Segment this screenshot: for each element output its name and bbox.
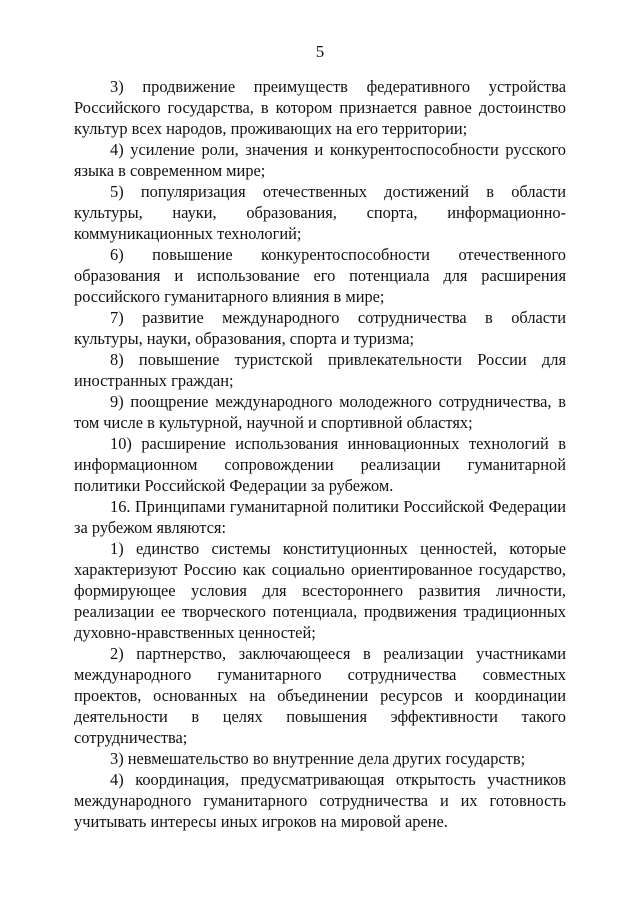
paragraph-principle-2-partnership: 2) партнерство, заключающееся в реализации участниками международного гуманитарного сотрудничества совместных проектов, основанных на объединении ресурсов и координации деятельности в целях повышения эффективности такого сотрудничества; [74,644,566,747]
paragraph-item-4-russian-language: 4) усиление роли, значения и конкурентоспособности русского языка в современном мире; [74,140,566,180]
paragraph-item-3-federative-structure: 3) продвижение преимуществ федеративного устройства Российского государства, в котором признается равное достоинство культур всех народов, проживающих на его территории; [74,77,566,138]
paragraph-item-5-popularization: 5) популяризация отечественных достижений в области культуры, науки, образования, спорта, информационно-коммуникационных технологий; [74,182,566,243]
paragraph-principle-3-non-interference: 3) невмешательство во внутренние дела других государств; [110,749,526,768]
page-number: 5 [315,42,325,61]
paragraph-item-10-innovation: 10) расширение использования инновационных технологий в информационном сопровождении реализации гуманитарной политики Российской Федерации за рубежом. [74,434,566,495]
paragraph-item-7-cooperation: 7) развитие международного сотрудничества в области культуры, науки, образования, спорта и туризма; [74,308,566,348]
paragraph-section-16-principles: 16. Принципами гуманитарной политики Российской Федерации за рубежом являются: [74,497,566,537]
paragraph-item-9-youth: 9) поощрение международного молодежного сотрудничества, в том числе в культурной, научной и спортивной областях; [74,392,566,432]
paragraph-item-8-tourism: 8) повышение туристской привлекательности России для иностранных граждан; [74,350,566,390]
paragraph-principle-4-coordination: 4) координация, предусматривающая открытость участников международного гуманитарного сотрудничества и их готовность учитывать интересы иных игроков на мировой арене. [74,770,566,831]
paragraph-item-6-education: 6) повышение конкурентоспособности отечественного образования и использование его потенциала для расширения российского гуманитарного влияния в мире; [74,245,566,306]
paragraph-principle-1-unity: 1) единство системы конституционных ценностей, которые характеризуют Россию как социально ориентированное государство, формирующее условия для всестороннего развития личности, реализации ее творческого потенциала, продвижения традиционных духовно-нравственных ценностей; [74,539,566,642]
document-body [74,76,566,832]
